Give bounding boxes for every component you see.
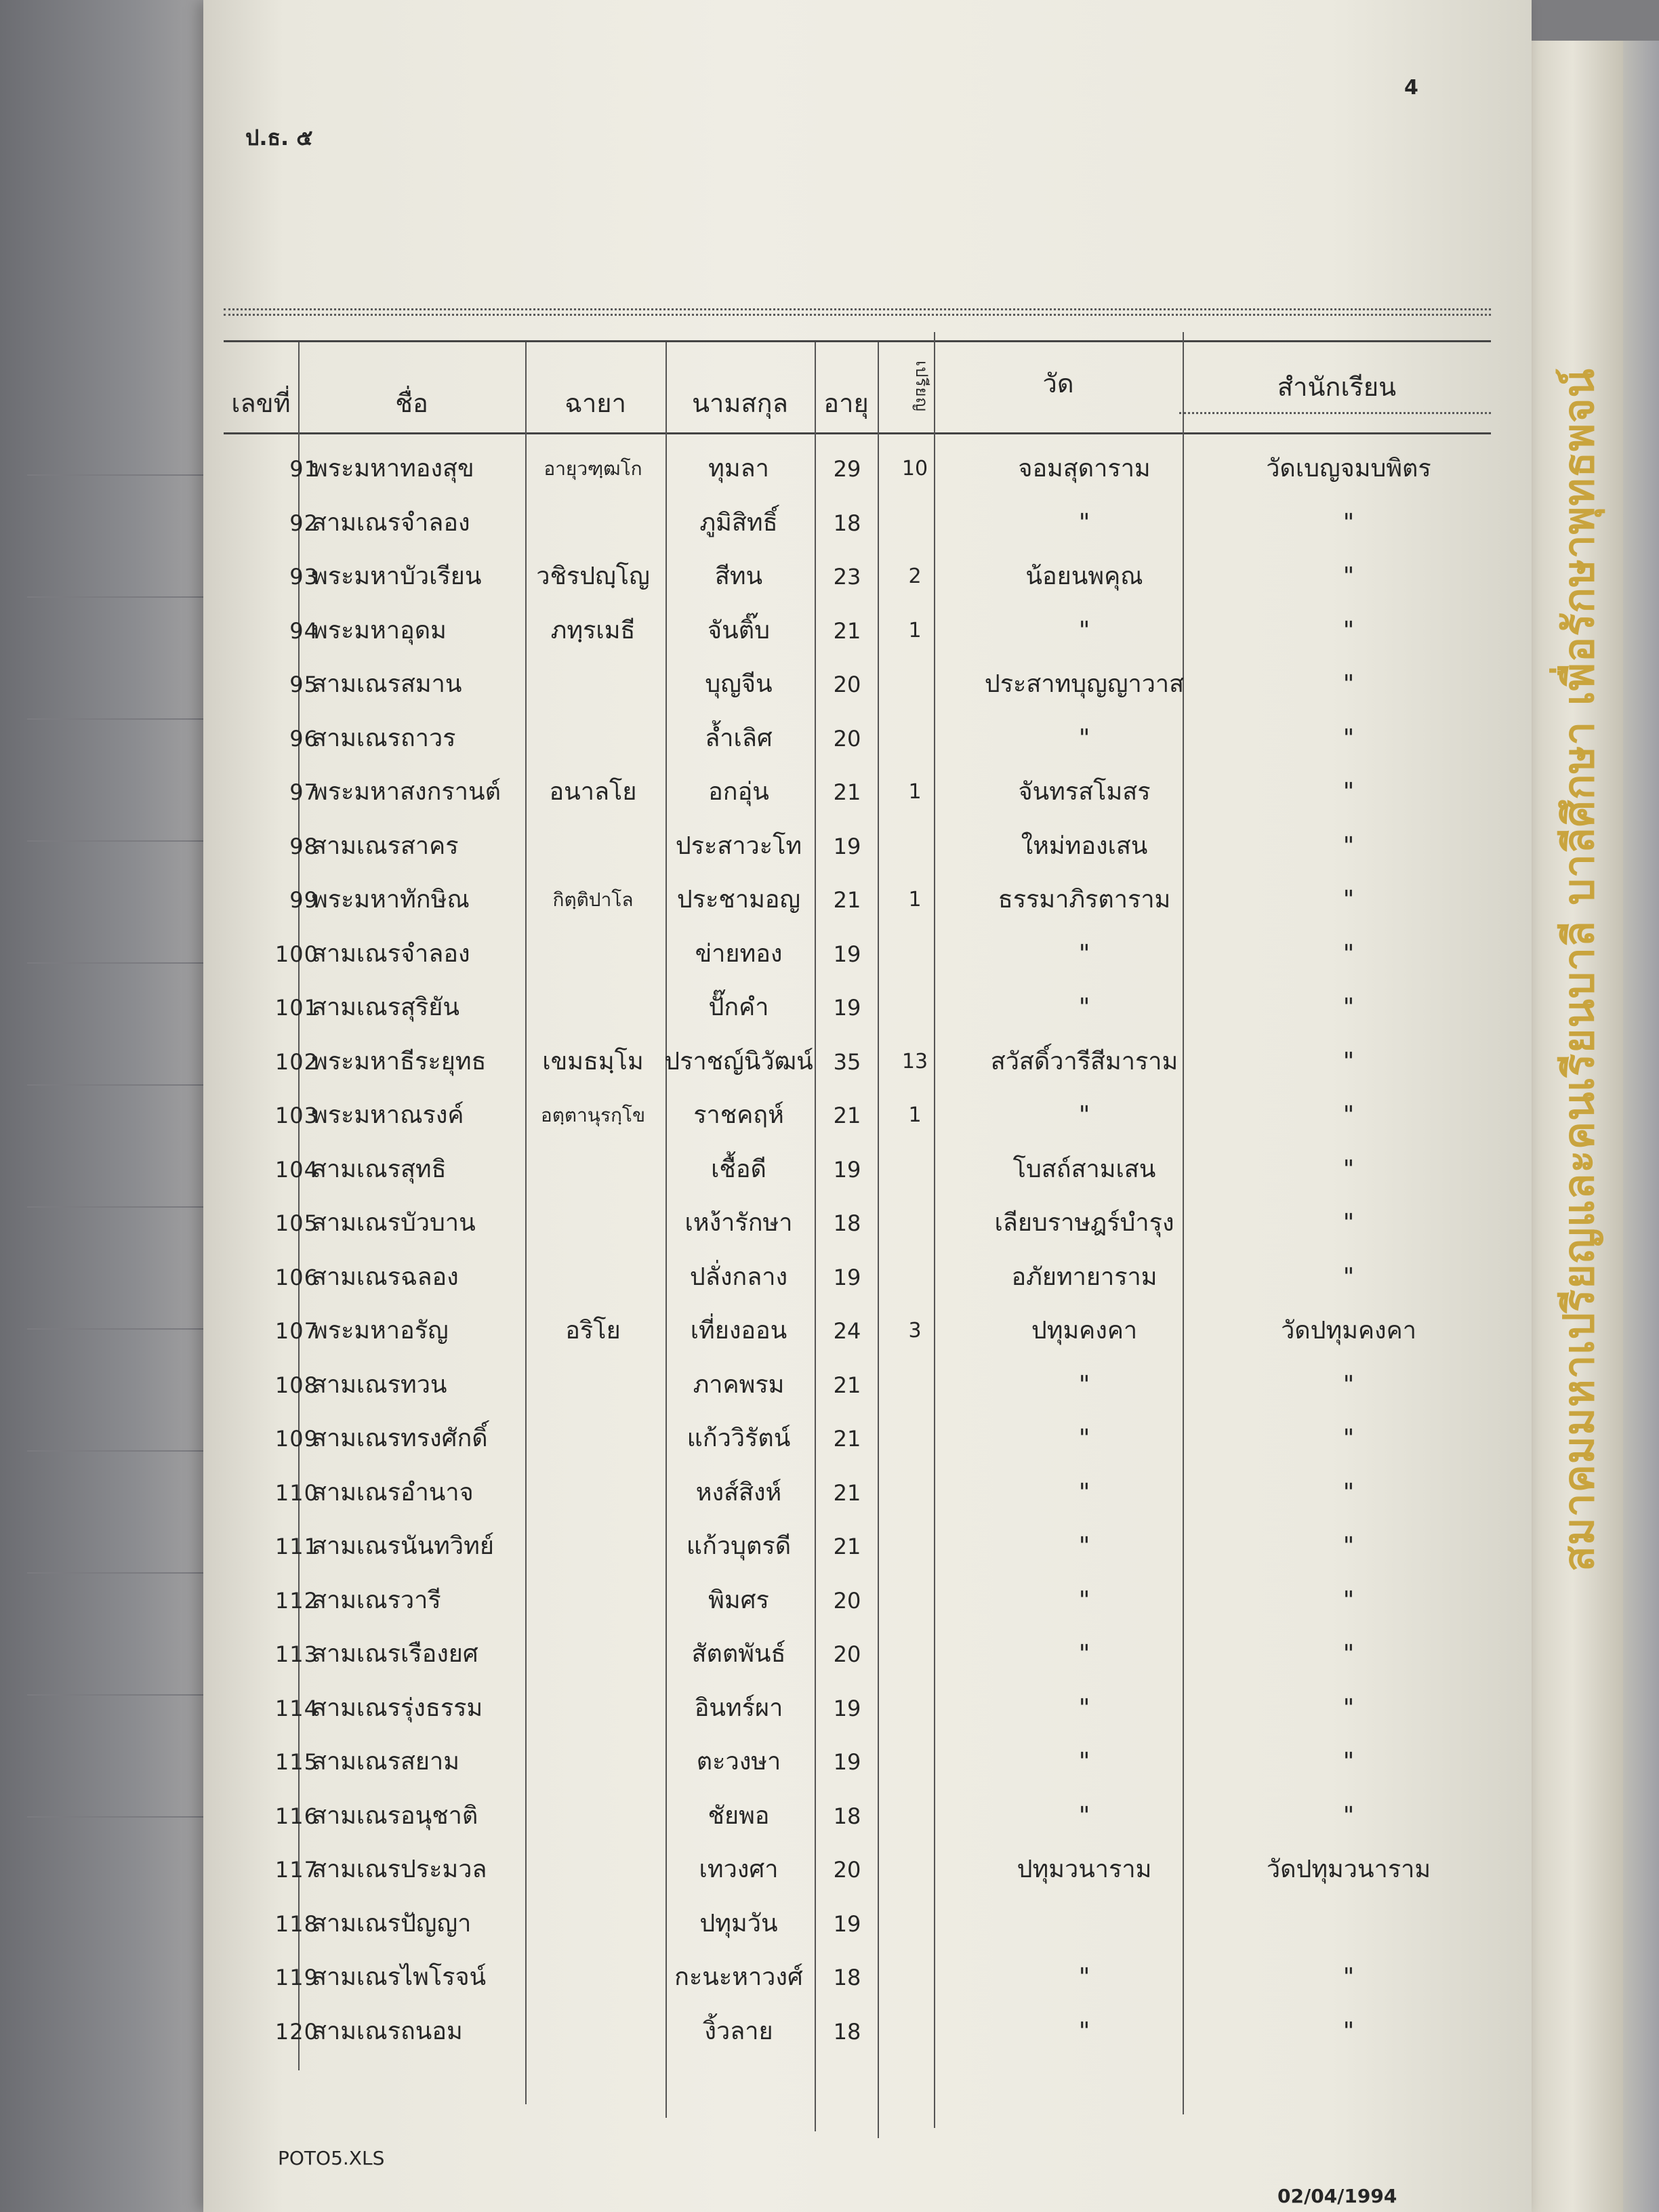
row-number: 110 bbox=[274, 1480, 319, 1506]
row-surname: แก้ววิรัตน์ bbox=[687, 1425, 791, 1452]
table-row bbox=[203, 941, 1532, 968]
row-wat: สวัสดิ์วารีสีมาราม bbox=[990, 1048, 1179, 1076]
row-age: 29 bbox=[833, 456, 861, 482]
row-class: 3 bbox=[908, 1319, 922, 1343]
table-row bbox=[203, 1372, 1532, 1399]
row-surname: ล้ำเลิศ bbox=[705, 724, 773, 752]
table-row bbox=[203, 563, 1532, 590]
row-school: " bbox=[1343, 1802, 1355, 1830]
row-number: 97 bbox=[289, 779, 319, 805]
row-age: 20 bbox=[833, 726, 861, 752]
row-surname: หงส์สิงห์ bbox=[695, 1479, 782, 1507]
row-school: " bbox=[1343, 940, 1355, 968]
row-number: 99 bbox=[289, 887, 319, 913]
row-school: " bbox=[1343, 778, 1355, 806]
row-wat: " bbox=[1078, 617, 1090, 644]
row-wat: " bbox=[1078, 1694, 1090, 1722]
row-wat: ปทุมวนาราม bbox=[1017, 1856, 1152, 1883]
row-number: 118 bbox=[274, 1911, 319, 1937]
row-number: 93 bbox=[289, 564, 319, 590]
row-surname: อกอุ่น bbox=[708, 778, 769, 806]
row-name: สามเณรบัวบาน bbox=[312, 1209, 476, 1237]
table-row bbox=[203, 1048, 1532, 1076]
row-name: พระมหาทองสุข bbox=[312, 455, 474, 483]
header-name: ชื่อ bbox=[395, 388, 428, 418]
row-age: 19 bbox=[833, 1265, 861, 1290]
row-wat: " bbox=[1078, 1101, 1090, 1129]
row-age: 19 bbox=[833, 1696, 861, 1721]
row-age: 20 bbox=[833, 1641, 861, 1667]
row-name: สามเณรอนุชาติ bbox=[312, 1802, 478, 1830]
row-school: " bbox=[1343, 832, 1355, 860]
row-surname: ปั๊กคำ bbox=[708, 994, 769, 1021]
row-number: 114 bbox=[274, 1696, 319, 1721]
row-school: " bbox=[1343, 1048, 1355, 1076]
row-wat: ธรรมาภิรตาราม bbox=[998, 886, 1171, 914]
row-wat: " bbox=[1078, 1963, 1090, 1991]
row-age: 21 bbox=[833, 1103, 861, 1128]
row-wat: " bbox=[1078, 1371, 1090, 1399]
header-wat: วัด bbox=[1042, 368, 1074, 398]
table-row bbox=[203, 994, 1532, 1021]
header-school: สำนักเรียน bbox=[1277, 371, 1397, 402]
row-school: วัดปทุมคงคา bbox=[1281, 1317, 1416, 1345]
row-number: 103 bbox=[274, 1103, 319, 1128]
dotted-rule bbox=[224, 314, 1491, 316]
row-age: 19 bbox=[833, 1157, 861, 1183]
row-age: 19 bbox=[833, 1749, 861, 1775]
row-surname: พิมศร bbox=[708, 1586, 769, 1614]
row-name: สามเณรสมาน bbox=[312, 670, 462, 698]
row-wat: อภัยทายาราม bbox=[1011, 1263, 1158, 1291]
row-school: " bbox=[1343, 1694, 1355, 1722]
row-name: สามเณรสาคร bbox=[312, 832, 459, 860]
row-age: 23 bbox=[833, 564, 861, 590]
row-surname: งิ้วลาย bbox=[704, 2018, 773, 2045]
row-class: 1 bbox=[908, 1103, 922, 1127]
table-row bbox=[203, 1479, 1532, 1507]
row-age: 19 bbox=[833, 995, 861, 1021]
row-surname: กะนะหาวงศ์ bbox=[674, 1963, 803, 1991]
table-row bbox=[203, 2018, 1532, 2045]
row-number: 112 bbox=[274, 1588, 319, 1614]
row-surname: อินทร์ผา bbox=[694, 1694, 783, 1722]
row-school: วัดปทุมวนาราม bbox=[1266, 1856, 1431, 1883]
row-name: พระมหาอุดม bbox=[312, 617, 447, 644]
table-row bbox=[203, 1964, 1532, 1991]
row-number: 106 bbox=[274, 1265, 319, 1290]
row-number: 98 bbox=[289, 834, 319, 859]
row-school: " bbox=[1343, 1263, 1355, 1291]
row-surname: ชัยพอ bbox=[708, 1802, 770, 1830]
table-row bbox=[203, 1533, 1532, 1560]
row-name: สามเณรสุทธิ bbox=[312, 1155, 447, 1183]
row-number: 113 bbox=[274, 1641, 319, 1667]
row-wat: " bbox=[1078, 1640, 1090, 1668]
row-surname: สัตตพันธ์ bbox=[691, 1640, 786, 1668]
row-number: 119 bbox=[274, 1965, 319, 1990]
row-school: " bbox=[1343, 886, 1355, 914]
table-row bbox=[203, 1803, 1532, 1830]
row-chaya: กิตฺติปาโล bbox=[552, 888, 634, 911]
row-school: " bbox=[1343, 1640, 1355, 1668]
table-row bbox=[203, 1748, 1532, 1776]
row-wat: " bbox=[1078, 1532, 1090, 1560]
row-age: 21 bbox=[833, 1480, 861, 1506]
row-number: 109 bbox=[274, 1426, 319, 1452]
footer-date: 02/04/1994 bbox=[1277, 2185, 1397, 2207]
row-school: " bbox=[1343, 1532, 1355, 1560]
row-age: 19 bbox=[833, 1911, 861, 1937]
row-name: พระมหาทักษิณ bbox=[312, 886, 470, 914]
row-name: สามเณรทวน bbox=[312, 1371, 447, 1399]
row-chaya: อตฺตานุรกฺโข bbox=[540, 1104, 646, 1126]
row-surname: ประชามอญ bbox=[676, 886, 801, 914]
row-surname: ภูมิสิทธิ์ bbox=[699, 509, 778, 537]
row-wat: " bbox=[1078, 509, 1090, 537]
row-school: " bbox=[1343, 1371, 1355, 1399]
row-age: 21 bbox=[833, 1534, 861, 1559]
row-name: สามเณรอำนาจ bbox=[312, 1479, 474, 1507]
row-age: 21 bbox=[833, 887, 861, 913]
row-number: 104 bbox=[274, 1157, 319, 1183]
table-row bbox=[203, 1102, 1532, 1129]
header-surname: นามสกุล bbox=[692, 388, 788, 418]
table-row bbox=[203, 1317, 1532, 1345]
row-school: " bbox=[1343, 724, 1355, 752]
row-name: สามเณรรุ่งธรรม bbox=[312, 1694, 483, 1722]
row-wat: " bbox=[1078, 1479, 1090, 1507]
table-row bbox=[203, 779, 1532, 806]
row-wat: " bbox=[1078, 1748, 1090, 1776]
header-chaya: ฉายา bbox=[565, 388, 626, 418]
row-name: พระมหาธีระยุทธ bbox=[312, 1048, 487, 1076]
row-surname: จันติ๊บ bbox=[708, 617, 770, 644]
row-wat: จอมสุดาราม bbox=[1018, 455, 1151, 483]
row-chaya: วชิรปญฺโญ bbox=[536, 562, 650, 590]
row-class: 1 bbox=[908, 619, 922, 642]
row-school: " bbox=[1343, 994, 1355, 1021]
table-row bbox=[203, 725, 1532, 752]
table-row bbox=[203, 1587, 1532, 1614]
table-row bbox=[203, 1856, 1532, 1883]
row-age: 20 bbox=[833, 1588, 861, 1614]
row-name: สามเณรเรืองยศ bbox=[312, 1640, 478, 1668]
row-number: 120 bbox=[274, 2019, 319, 2045]
row-age: 20 bbox=[833, 1857, 861, 1883]
row-number: 91 bbox=[289, 456, 319, 482]
table-row bbox=[203, 671, 1532, 698]
header-class: เปรียญ bbox=[912, 361, 931, 412]
row-wat: " bbox=[1078, 724, 1090, 752]
row-wat: " bbox=[1078, 1802, 1090, 1830]
row-number: 102 bbox=[274, 1049, 319, 1075]
row-age: 21 bbox=[833, 1426, 861, 1452]
table-row bbox=[203, 510, 1532, 537]
row-surname: เชื้อดี bbox=[711, 1155, 766, 1183]
row-wat: " bbox=[1078, 994, 1090, 1021]
row-school: " bbox=[1343, 1963, 1355, 1991]
row-school: วัดเบญจมบพิตร bbox=[1266, 455, 1431, 483]
row-surname: ตะวงษา bbox=[696, 1748, 781, 1776]
row-school: " bbox=[1343, 1209, 1355, 1237]
row-wat: ใหม่ทองเสน bbox=[1021, 832, 1148, 860]
row-surname: ข่ายทอง bbox=[695, 940, 783, 968]
watermark-text: สมาคมมหาเปรียญและคนเรียนบาลี บาลีศึกษา เพื่อรักษาพุทธพจน์ bbox=[1554, 368, 1603, 1572]
row-number: 101 bbox=[274, 995, 319, 1021]
row-age: 21 bbox=[833, 1372, 861, 1398]
row-number: 111 bbox=[274, 1534, 319, 1559]
row-name: พระมหาณรงค์ bbox=[312, 1101, 464, 1129]
row-name: พระมหาอรัญ bbox=[312, 1317, 449, 1345]
row-school: " bbox=[1343, 1101, 1355, 1129]
row-number: 115 bbox=[274, 1749, 319, 1775]
row-surname: สีทน bbox=[714, 562, 763, 590]
row-wat: " bbox=[1078, 940, 1090, 968]
row-class: 13 bbox=[901, 1050, 928, 1073]
row-school: " bbox=[1343, 1155, 1355, 1183]
left-page-edge bbox=[0, 0, 224, 2212]
row-wat: " bbox=[1078, 1586, 1090, 1614]
row-name: สามเณรปัญญา bbox=[312, 1910, 472, 1938]
row-chaya: เขมธมฺโม bbox=[542, 1048, 644, 1076]
table-row bbox=[203, 1156, 1532, 1183]
row-name: สามเณรประมวล bbox=[312, 1856, 487, 1883]
row-name: สามเณรฉลอง bbox=[312, 1263, 459, 1291]
row-surname: บุญจีน bbox=[705, 670, 773, 698]
row-school: " bbox=[1343, 1748, 1355, 1776]
row-number: 116 bbox=[274, 1803, 319, 1829]
row-age: 18 bbox=[833, 2019, 861, 2045]
row-class: 1 bbox=[908, 780, 922, 804]
row-name: สามเณรจำลอง bbox=[312, 940, 470, 968]
row-age: 19 bbox=[833, 941, 861, 967]
row-class: 2 bbox=[908, 565, 922, 588]
row-number: 100 bbox=[274, 941, 319, 967]
row-number: 117 bbox=[274, 1857, 319, 1883]
row-age: 18 bbox=[833, 510, 861, 536]
header-no: เลขที่ bbox=[231, 388, 291, 418]
row-name: สามเณรถนอม bbox=[312, 2018, 463, 2045]
row-name: สามเณรถาวร bbox=[312, 724, 456, 752]
row-wat: " bbox=[1078, 2018, 1090, 2045]
row-age: 20 bbox=[833, 672, 861, 697]
row-number: 105 bbox=[274, 1210, 319, 1236]
row-number: 108 bbox=[274, 1372, 319, 1398]
row-age: 18 bbox=[833, 1965, 861, 1990]
row-chaya: อนาลโย bbox=[549, 778, 637, 806]
row-surname: เที่ยงออน bbox=[690, 1317, 787, 1345]
table-row bbox=[203, 886, 1532, 914]
row-class: 1 bbox=[908, 888, 922, 912]
footer-filename: POTO5.XLS bbox=[278, 2147, 385, 2169]
row-school: " bbox=[1343, 1479, 1355, 1507]
document-code: ป.ธ. ๕ bbox=[245, 125, 313, 150]
row-school: " bbox=[1343, 617, 1355, 644]
table-row bbox=[203, 1425, 1532, 1452]
row-number: 95 bbox=[289, 672, 319, 697]
row-age: 18 bbox=[833, 1803, 861, 1829]
row-chaya: ภทฺรเมธี bbox=[550, 617, 636, 644]
row-surname: ราชคฤห์ bbox=[693, 1101, 784, 1129]
table-row bbox=[203, 455, 1532, 483]
header-age: อายุ bbox=[823, 388, 869, 418]
dotted-rule bbox=[224, 308, 1491, 310]
row-name: สามเณรนันทวิทย์ bbox=[312, 1532, 494, 1560]
table-row bbox=[203, 1264, 1532, 1291]
row-age: 18 bbox=[833, 1210, 861, 1236]
row-name: สามเณรจำลอง bbox=[312, 509, 470, 537]
row-age: 19 bbox=[833, 834, 861, 859]
row-school: " bbox=[1343, 1586, 1355, 1614]
row-wat: น้อยนพคุณ bbox=[1025, 562, 1143, 590]
row-age: 35 bbox=[833, 1049, 861, 1075]
row-surname: ปลั่งกลาง bbox=[689, 1263, 788, 1291]
row-age: 21 bbox=[833, 618, 861, 644]
row-name: พระมหาสงกรานต์ bbox=[312, 778, 501, 806]
row-surname: ภาคพรม bbox=[693, 1371, 785, 1399]
row-name: พระมหาบัวเรียน bbox=[312, 562, 482, 590]
table-row bbox=[203, 833, 1532, 860]
row-number: 107 bbox=[274, 1318, 319, 1344]
row-chaya: อริโย bbox=[565, 1317, 621, 1345]
row-school: " bbox=[1343, 562, 1355, 590]
document-page bbox=[203, 0, 1532, 2212]
table-row bbox=[203, 1210, 1532, 1237]
table-row bbox=[203, 1695, 1532, 1722]
row-surname: เหง้ารักษา bbox=[684, 1209, 793, 1237]
row-school: " bbox=[1343, 1425, 1355, 1452]
row-wat: โบสถ์สามเสน bbox=[1012, 1155, 1156, 1183]
row-surname: แก้วบุตรดี bbox=[686, 1532, 792, 1560]
row-surname: เทวงศา bbox=[699, 1856, 779, 1883]
row-age: 21 bbox=[833, 779, 861, 805]
row-class: 10 bbox=[901, 457, 928, 480]
row-name: สามเณรสุริยัน bbox=[312, 994, 459, 1021]
row-chaya: อายุวฑฺฒโก bbox=[544, 457, 642, 480]
row-number: 96 bbox=[289, 726, 319, 752]
row-number: 94 bbox=[289, 618, 319, 644]
table-row bbox=[203, 1641, 1532, 1668]
row-surname: ประสาวะโท bbox=[675, 832, 802, 860]
row-wat: ปทุมคงคา bbox=[1031, 1317, 1138, 1345]
row-name: สามเณรทรงศักดิ์ bbox=[312, 1425, 488, 1452]
row-wat: " bbox=[1078, 1425, 1090, 1452]
row-surname: ปราชญ์นิวัฒน์ bbox=[664, 1048, 813, 1076]
row-name: สามเณรสยาม bbox=[312, 1748, 459, 1776]
row-name: สามเณรวารี bbox=[312, 1586, 441, 1614]
row-wat: จันทรสโมสร bbox=[1018, 778, 1151, 806]
row-age: 24 bbox=[833, 1318, 861, 1344]
row-surname: ทุมลา bbox=[708, 455, 769, 483]
row-school: " bbox=[1343, 670, 1355, 698]
row-school: " bbox=[1343, 2018, 1355, 2045]
row-name: สามเณรไพโรจน์ bbox=[312, 1963, 487, 1991]
row-number: 92 bbox=[289, 510, 319, 536]
row-surname: ปทุมวัน bbox=[699, 1910, 778, 1938]
row-school: " bbox=[1343, 509, 1355, 537]
row-wat: ประสาทบุญญาวาส bbox=[984, 670, 1185, 698]
header-bottom-rule bbox=[224, 432, 1491, 434]
table-row bbox=[203, 1910, 1532, 1938]
table-row bbox=[203, 617, 1532, 644]
row-wat: เลียบราษฎร์บำรุง bbox=[994, 1209, 1174, 1237]
page-number: 4 bbox=[1404, 76, 1418, 100]
